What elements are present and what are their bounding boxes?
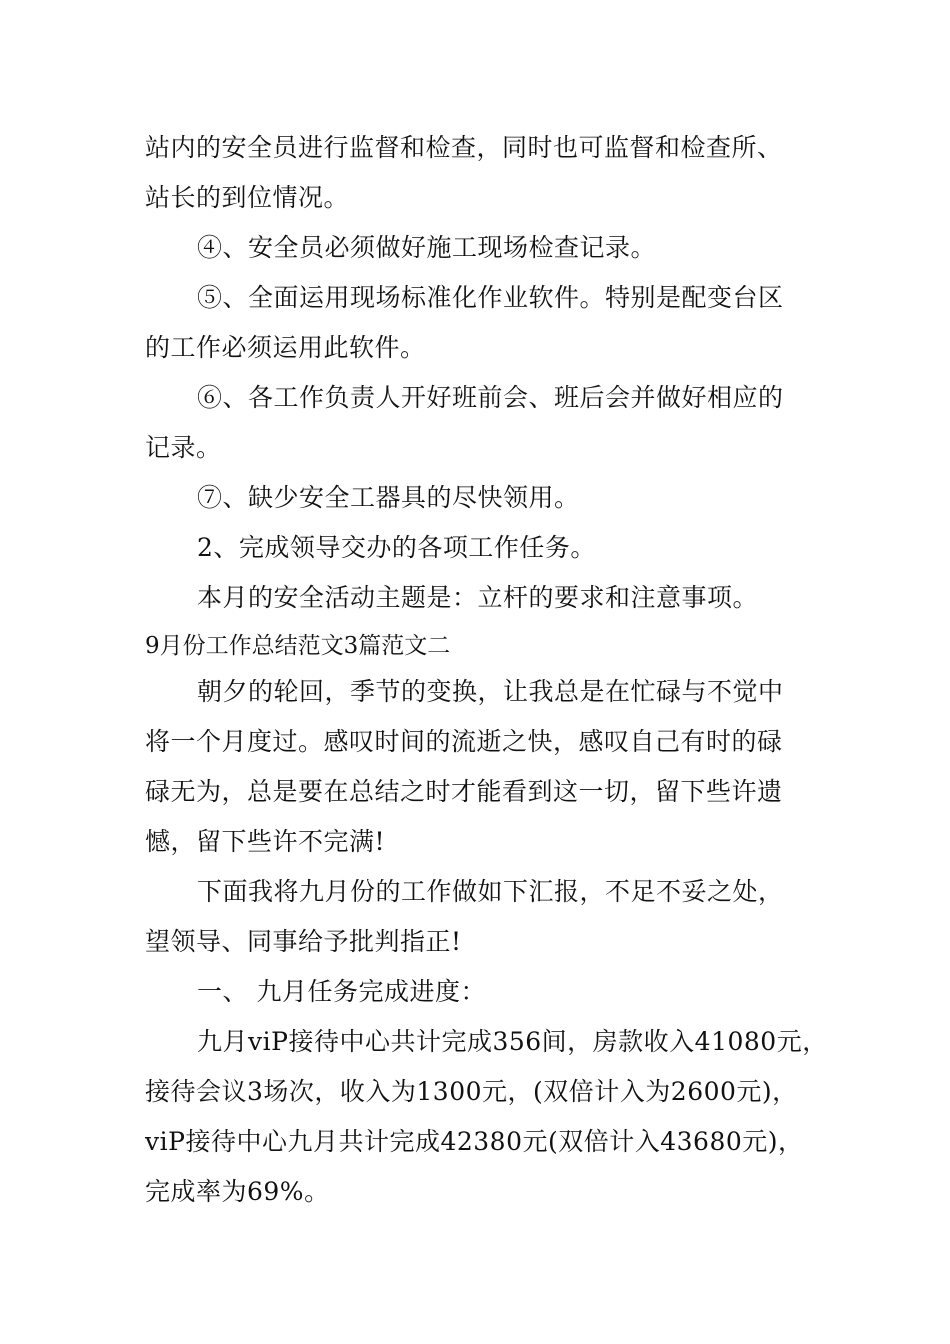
- text-line: ⑦、缺少安全工器具的尽快领用。: [197, 483, 580, 512]
- text-line: 憾，留下些许不完满!: [145, 827, 386, 856]
- text-line: 接待会议3场次，收入为1300元，(双倍计入为2600元)，: [145, 1077, 798, 1106]
- text-line: 一、 九月任务完成进度：: [197, 977, 486, 1006]
- text-line: 完成率为69%。: [145, 1177, 330, 1206]
- text-line: 记录。: [145, 433, 222, 462]
- text-line: 本月的安全活动主题是：立杆的要求和注意事项。: [197, 583, 759, 612]
- text-line: 下面我将九月份的工作做如下汇报，不足不妥之处，: [197, 877, 784, 906]
- text-line: 2、完成领导交办的各项工作任务。: [197, 533, 596, 562]
- text-line: 将一个月度过。感叹时间的流逝之快，感叹自己有时的碌: [145, 727, 783, 756]
- text-line: 九月viP接待中心共计完成356间，房款收入41080元，: [197, 1027, 828, 1056]
- text-line: viP接待中心九月共计完成42380元(双倍计入43680元)，: [145, 1127, 804, 1156]
- text-line: 的工作必须运用此软件。: [145, 333, 426, 362]
- text-line: 站内的安全员进行监督和检查，同时也可监督和检查所、: [145, 133, 783, 162]
- document-page: [145, 126, 828, 1220]
- text-line: 碌无为，总是要在总结之时才能看到这一切，留下些许遗: [145, 777, 783, 806]
- text-line: ⑤、全面运用现场标准化作业软件。特别是配变台区: [197, 283, 784, 312]
- text-line: 望领导、同事给予批判指正!: [145, 927, 462, 956]
- text-line: 站长的到位情况。: [145, 183, 350, 212]
- text-line: ④、安全员必须做好施工现场检查记录。: [197, 233, 657, 262]
- text-line: 朝夕的轮回，季节的变换，让我总是在忙碌与不觉中: [197, 677, 784, 706]
- section-heading: 9月份工作总结范文3篇范文二: [145, 633, 451, 659]
- text-line: ⑥、各工作负责人开好班前会、班后会并做好相应的: [197, 383, 784, 412]
